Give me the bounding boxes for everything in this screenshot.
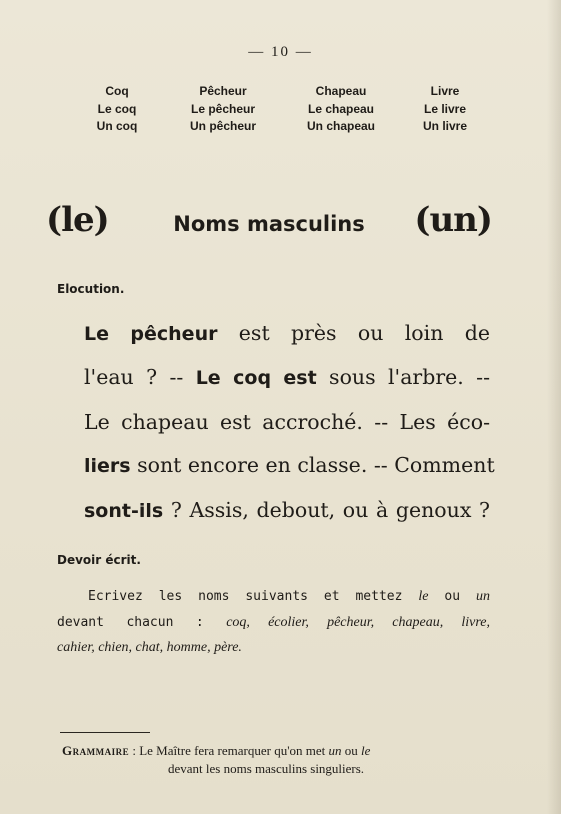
reading-line (84, 444, 495, 488)
page-number: — 10 — (248, 44, 313, 60)
reading-text (271, 365, 283, 389)
word-column-pecheur (164, 83, 282, 139)
page-edge-shadow (547, 0, 561, 814)
reading-bold: Le coq (195, 367, 272, 390)
word-line: Chapeau (315, 84, 367, 98)
word-line: Le coq (97, 101, 137, 116)
section-title: Noms masculins (173, 212, 365, 236)
word-line: Un chapeau (306, 119, 375, 133)
exercise-italic: un (476, 589, 490, 604)
word-line: Le chapeau (307, 101, 375, 116)
word-line: Coq (105, 84, 129, 98)
exercise-italic: le (418, 589, 429, 604)
reading-bold: Le pêcheur (84, 323, 218, 345)
exercise-italic: cahier, chien, chat, homme, père. (57, 640, 242, 655)
word-line: Un livre (422, 119, 467, 133)
word-line: Livre (430, 84, 460, 98)
word-line: Le pêcheur (190, 101, 256, 116)
word-column-livre (400, 83, 490, 139)
elocution-heading: Elocution. (57, 282, 125, 296)
reading-text: est près ou loin de (217, 321, 490, 345)
reading-bold: sont-ils (84, 499, 164, 522)
exercise-text (57, 584, 490, 661)
word-column-chapeau (282, 83, 400, 139)
note-italic: le (361, 743, 371, 758)
reading-line (84, 356, 490, 400)
exercise-line (57, 635, 490, 661)
reading-text: Le chapeau est accroché. -- Les éco- (84, 409, 490, 434)
note-text: : Le Maître fera remarquer qu'on met (129, 743, 329, 758)
reading-line (84, 312, 490, 356)
reading-passage (84, 312, 495, 533)
devoir-heading: Devoir écrit. (57, 553, 141, 567)
word-column-coq (70, 83, 164, 139)
reading-text: ? Assis, debout, ou à genoux ? (163, 497, 490, 522)
reading-bold: liers (84, 455, 131, 478)
article-un: (un) (414, 200, 492, 240)
reading-text: l'eau ? (84, 365, 158, 390)
reading-text: sont encore en classe. -- Comment (130, 453, 495, 478)
article-le: (le) (46, 200, 109, 240)
reading-text: -- (157, 365, 196, 390)
note-line-2: devant les noms masculins singuliers. (168, 761, 365, 776)
exercise-italic: coq, écolier, pêcheur, chapeau, livre, (226, 614, 490, 630)
grammar-note (62, 742, 492, 778)
exercise-line (57, 584, 490, 610)
note-text: ou (341, 743, 362, 758)
reading-line (84, 489, 490, 533)
word-line: Un pêcheur (189, 119, 256, 133)
grammar-label: Grammaire (62, 743, 130, 758)
note-italic: un (328, 743, 342, 758)
word-line: Pêcheur (199, 84, 247, 98)
word-line: Un coq (96, 119, 138, 133)
word-columns (70, 83, 490, 139)
reading-line (84, 401, 490, 444)
exercise-line (57, 610, 490, 636)
word-line: Le livre (423, 101, 467, 116)
section-title-row (46, 200, 492, 244)
reading-bold: est (283, 367, 317, 390)
exercise-text-run: ou (428, 589, 476, 604)
reading-text: sous l'arbre. -- (316, 365, 490, 390)
exercise-text-run: Ecrivez les noms suivants et mettez (88, 589, 419, 604)
exercise-text-run: devant chacun : (57, 614, 227, 630)
footnote-rule (60, 732, 150, 733)
